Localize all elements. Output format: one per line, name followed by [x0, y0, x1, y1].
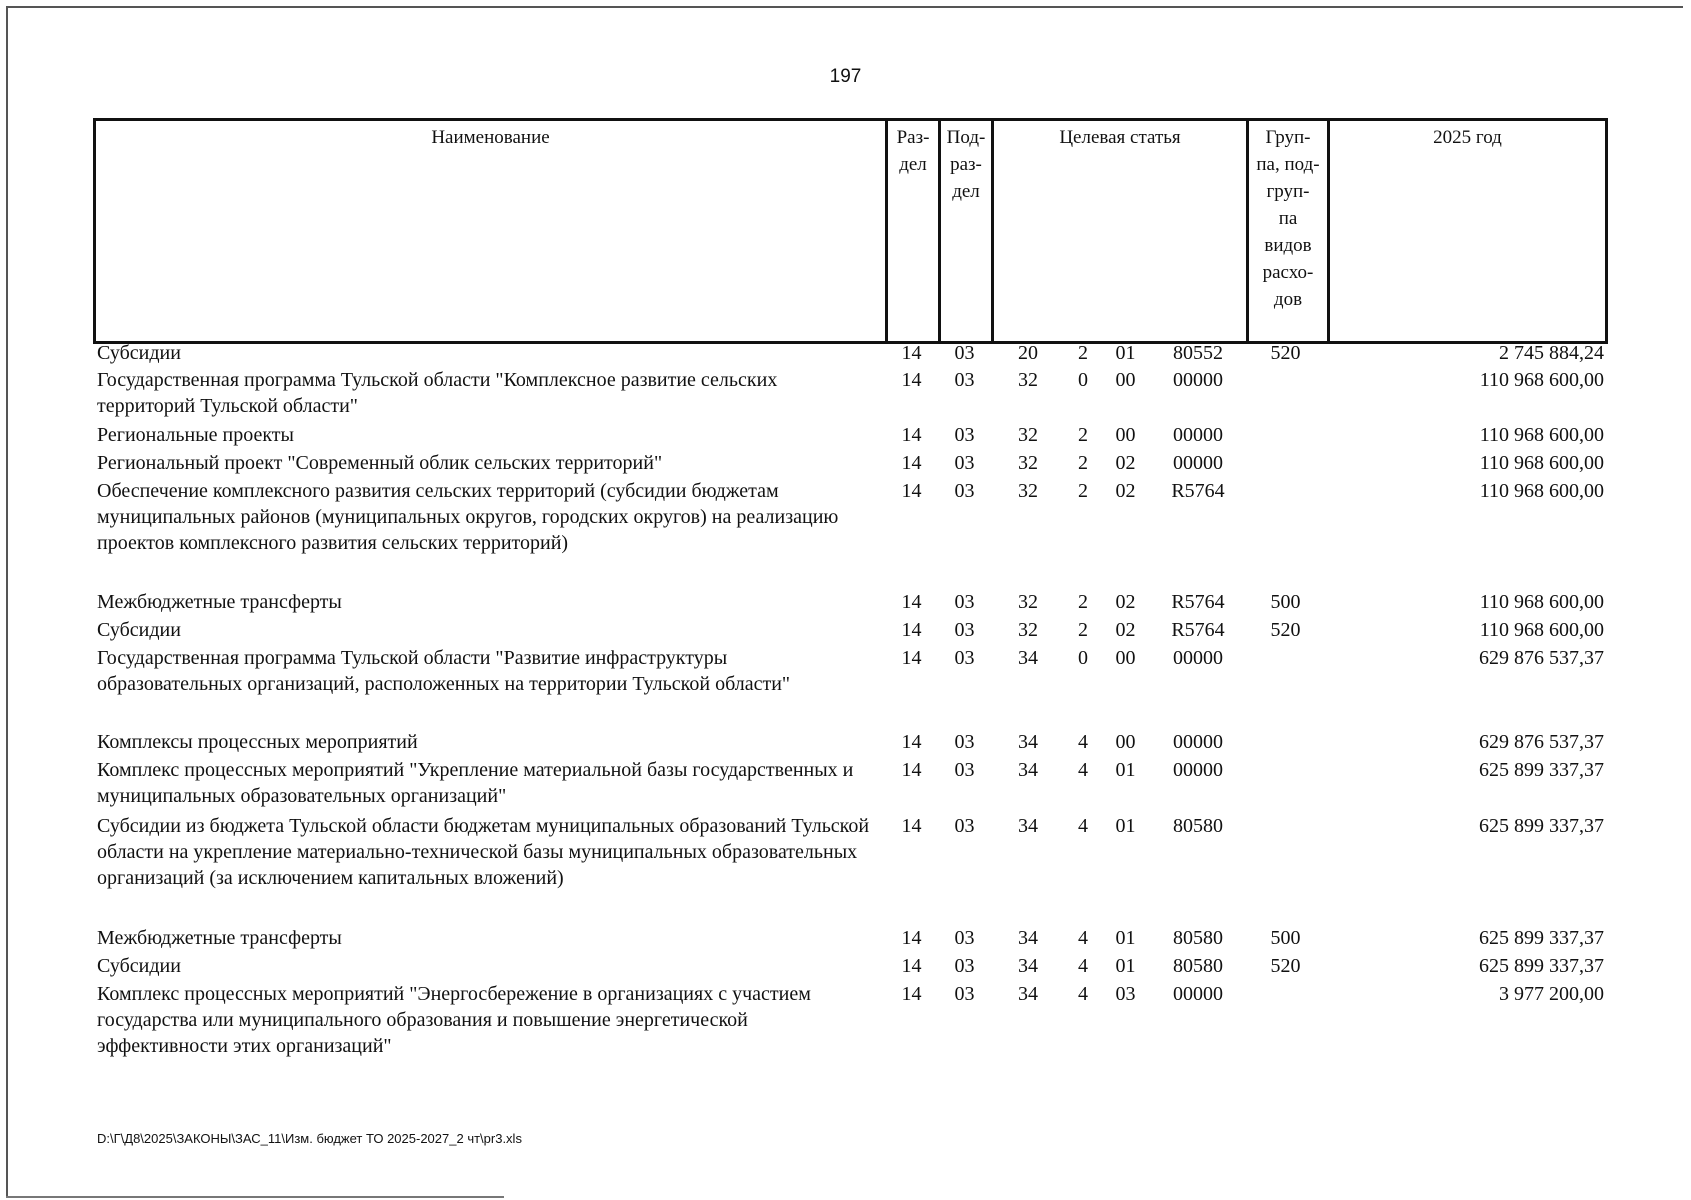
program-code-cell: 34 — [1018, 759, 1038, 781]
program-code-cell: 34 — [1018, 927, 1038, 949]
subprogram-code-cell: 02 — [1115, 452, 1136, 474]
direction-code-cell: 2 — [1078, 342, 1088, 364]
table-header — [93, 118, 1608, 344]
row-name: Обеспечение комплексного развития сельских территорий (субсидии бюджетам муниципальных районов (муниципальных округов, городских округов) на реализацию проектов комплексного развития сельских территорий) — [97, 480, 839, 554]
amount-cell: 3 977 200,00 — [1499, 983, 1604, 1005]
expense-code-cell: 80580 — [1173, 927, 1223, 949]
row-name: Межбюджетные трансферты — [97, 927, 342, 949]
row-name: Комплекс процессных мероприятий "Укрепление материальной базы государственных и муниципальных образовательных организаций" — [97, 759, 854, 807]
table-row — [93, 953, 1608, 981]
table-row — [93, 729, 1608, 757]
subsection-cell: 03 — [954, 983, 975, 1005]
row-name: Комплексы процессных мероприятий — [97, 731, 418, 753]
subprogram-code-cell: 03 — [1115, 983, 1136, 1005]
subsection-cell: 03 — [954, 591, 975, 613]
expense-code-cell: 00000 — [1173, 424, 1223, 446]
subsection-cell: 03 — [954, 927, 975, 949]
table-row — [93, 617, 1608, 645]
amount-cell: 110 968 600,00 — [1479, 424, 1604, 446]
amount-cell: 2 745 884,24 — [1499, 342, 1604, 364]
expense-group-cell: 500 — [1270, 927, 1301, 949]
header-year: 2025 год — [1329, 120, 1607, 343]
table-row — [93, 757, 1608, 813]
row-name: Комплекс процессных мероприятий "Энергосбережение в организациях с участием государства или муниципального образования и повышение энергетической эффективности этих организаций" — [97, 983, 811, 1057]
row-name: Субсидии — [97, 619, 181, 641]
table-row — [93, 478, 1608, 589]
section-cell: 14 — [901, 480, 922, 502]
expense-code-cell: R5764 — [1171, 591, 1225, 613]
program-code-cell: 34 — [1018, 731, 1038, 753]
subsection-cell: 03 — [954, 647, 975, 669]
program-code-cell: 34 — [1018, 815, 1038, 837]
direction-code-cell: 4 — [1078, 759, 1088, 781]
subsection-cell: 03 — [954, 452, 975, 474]
scan-edge-top — [6, 6, 1683, 8]
direction-code-cell: 0 — [1078, 369, 1088, 391]
direction-code-cell: 4 — [1078, 927, 1088, 949]
subprogram-code-cell: 02 — [1115, 591, 1136, 613]
subprogram-code-cell: 02 — [1115, 619, 1136, 641]
header-subsection-text: Под- раз- дел — [946, 127, 986, 202]
table-row — [93, 422, 1608, 450]
amount-cell: 625 899 337,37 — [1479, 955, 1604, 977]
program-code-cell: 32 — [1018, 424, 1038, 446]
expense-code-cell: 00000 — [1173, 759, 1223, 781]
page-number: 197 — [829, 66, 862, 87]
direction-code-cell: 4 — [1078, 731, 1088, 753]
subprogram-code-cell: 00 — [1115, 731, 1136, 753]
program-code-cell: 34 — [1018, 983, 1038, 1005]
expense-group-cell: 500 — [1270, 591, 1301, 613]
expense-code-cell: R5764 — [1171, 619, 1225, 641]
row-name: Государственная программа Тульской области "Развитие инфраструктуры образовательных организаций, расположенных на территории Тульской области" — [97, 647, 791, 695]
subprogram-code-cell: 01 — [1115, 927, 1136, 949]
section-cell: 14 — [901, 424, 922, 446]
row-name: Межбюджетные трансферты — [97, 591, 342, 613]
subsection-cell: 03 — [954, 480, 975, 502]
section-cell: 14 — [901, 983, 922, 1005]
expense-group-cell: 520 — [1270, 342, 1301, 364]
section-cell: 14 — [901, 369, 922, 391]
table-row — [93, 340, 1608, 367]
row-name: Субсидии из бюджета Тульской области бюджетам муниципальных образований Тульской области на укрепление материально-технической базы муниципальных образовательных организаций (за исключением капитальных вложений) — [97, 815, 870, 889]
section-cell: 14 — [901, 759, 922, 781]
subsection-cell: 03 — [954, 424, 975, 446]
amount-cell: 110 968 600,00 — [1479, 369, 1604, 391]
row-name: Региональные проекты — [97, 424, 294, 446]
header-target-article: Целевая статья — [993, 120, 1248, 343]
direction-code-cell: 2 — [1078, 591, 1088, 613]
section-cell: 14 — [901, 591, 922, 613]
expense-code-cell: 00000 — [1173, 369, 1223, 391]
section-cell: 14 — [901, 619, 922, 641]
amount-cell: 625 899 337,37 — [1479, 927, 1604, 949]
row-name: Государственная программа Тульской области "Комплексное развитие сельских территорий Тульской области" — [97, 369, 778, 417]
amount-cell: 629 876 537,37 — [1479, 647, 1604, 669]
program-code-cell: 32 — [1018, 619, 1038, 641]
expense-code-cell: 00000 — [1173, 731, 1223, 753]
table-row — [93, 367, 1608, 422]
scan-edge-bottom — [6, 1196, 504, 1198]
program-code-cell: 32 — [1018, 591, 1038, 613]
expense-code-cell: 00000 — [1173, 452, 1223, 474]
direction-code-cell: 4 — [1078, 983, 1088, 1005]
direction-code-cell: 2 — [1078, 619, 1088, 641]
section-cell: 14 — [901, 955, 922, 977]
program-code-cell: 32 — [1018, 480, 1038, 502]
expense-code-cell: R5764 — [1171, 480, 1225, 502]
subprogram-code-cell: 01 — [1115, 759, 1136, 781]
direction-code-cell: 4 — [1078, 815, 1088, 837]
subsection-cell: 03 — [954, 369, 975, 391]
amount-cell: 110 968 600,00 — [1479, 480, 1604, 502]
section-cell: 14 — [901, 927, 922, 949]
header-expense-group-text: Груп- па, под- груп- па видов расхо- дов — [1256, 127, 1320, 310]
program-code-cell: 34 — [1018, 647, 1038, 669]
subsection-cell: 03 — [954, 815, 975, 837]
amount-cell: 110 968 600,00 — [1479, 619, 1604, 641]
subprogram-code-cell: 01 — [1115, 955, 1136, 977]
subprogram-code-cell: 00 — [1115, 647, 1136, 669]
amount-cell: 625 899 337,37 — [1479, 759, 1604, 781]
direction-code-cell: 2 — [1078, 480, 1088, 502]
direction-code-cell: 0 — [1078, 647, 1088, 669]
section-cell: 14 — [901, 647, 922, 669]
table-row — [93, 450, 1608, 478]
table-row — [93, 925, 1608, 953]
expense-code-cell: 80580 — [1173, 955, 1223, 977]
expense-code-cell: 80580 — [1173, 815, 1223, 837]
table-row — [93, 589, 1608, 617]
row-name: Субсидии — [97, 342, 181, 364]
subsection-cell: 03 — [954, 731, 975, 753]
table-row — [93, 981, 1608, 1061]
program-code-cell: 34 — [1018, 955, 1038, 977]
subsection-cell: 03 — [954, 759, 975, 781]
amount-cell: 625 899 337,37 — [1479, 815, 1604, 837]
direction-code-cell: 4 — [1078, 955, 1088, 977]
subprogram-code-cell: 01 — [1115, 342, 1136, 364]
header-section-text: Раз- дел — [896, 127, 930, 175]
subprogram-code-cell: 02 — [1115, 480, 1136, 502]
expense-group-cell: 520 — [1270, 955, 1301, 977]
table-row — [93, 645, 1608, 729]
amount-cell: 110 968 600,00 — [1479, 452, 1604, 474]
file-path-footer: D:\Г\Д8\2025\ЗАКОНЫ\ЗАС_11\Изм. бюджет ТО 2025-2027_2 чт\pr3.xls — [97, 1131, 522, 1146]
table-body — [93, 340, 1608, 1061]
subprogram-code-cell: 00 — [1115, 424, 1136, 446]
table-row — [93, 813, 1608, 925]
section-cell: 14 — [901, 342, 922, 364]
row-name: Субсидии — [97, 955, 181, 977]
program-code-cell: 20 — [1018, 342, 1038, 364]
expense-code-cell: 00000 — [1173, 647, 1223, 669]
header-subsection — [940, 120, 993, 343]
header-expense-group — [1248, 120, 1329, 343]
expense-code-cell: 80552 — [1173, 342, 1223, 364]
subsection-cell: 03 — [954, 955, 975, 977]
scan-edge-left — [6, 6, 8, 1198]
direction-code-cell: 2 — [1078, 424, 1088, 446]
expense-code-cell: 00000 — [1173, 983, 1223, 1005]
subsection-cell: 03 — [954, 619, 975, 641]
section-cell: 14 — [901, 815, 922, 837]
subprogram-code-cell: 00 — [1115, 369, 1136, 391]
amount-cell: 110 968 600,00 — [1479, 591, 1604, 613]
program-code-cell: 32 — [1018, 369, 1038, 391]
amount-cell: 629 876 537,37 — [1479, 731, 1604, 753]
header-name: Наименование — [431, 127, 550, 148]
direction-code-cell: 2 — [1078, 452, 1088, 474]
header-section — [887, 120, 940, 343]
section-cell: 14 — [901, 731, 922, 753]
row-name: Региональный проект "Современный облик сельских территорий" — [97, 452, 663, 474]
program-code-cell: 32 — [1018, 452, 1038, 474]
expense-group-cell: 520 — [1270, 619, 1301, 641]
subprogram-code-cell: 01 — [1115, 815, 1136, 837]
section-cell: 14 — [901, 452, 922, 474]
subsection-cell: 03 — [954, 342, 975, 364]
